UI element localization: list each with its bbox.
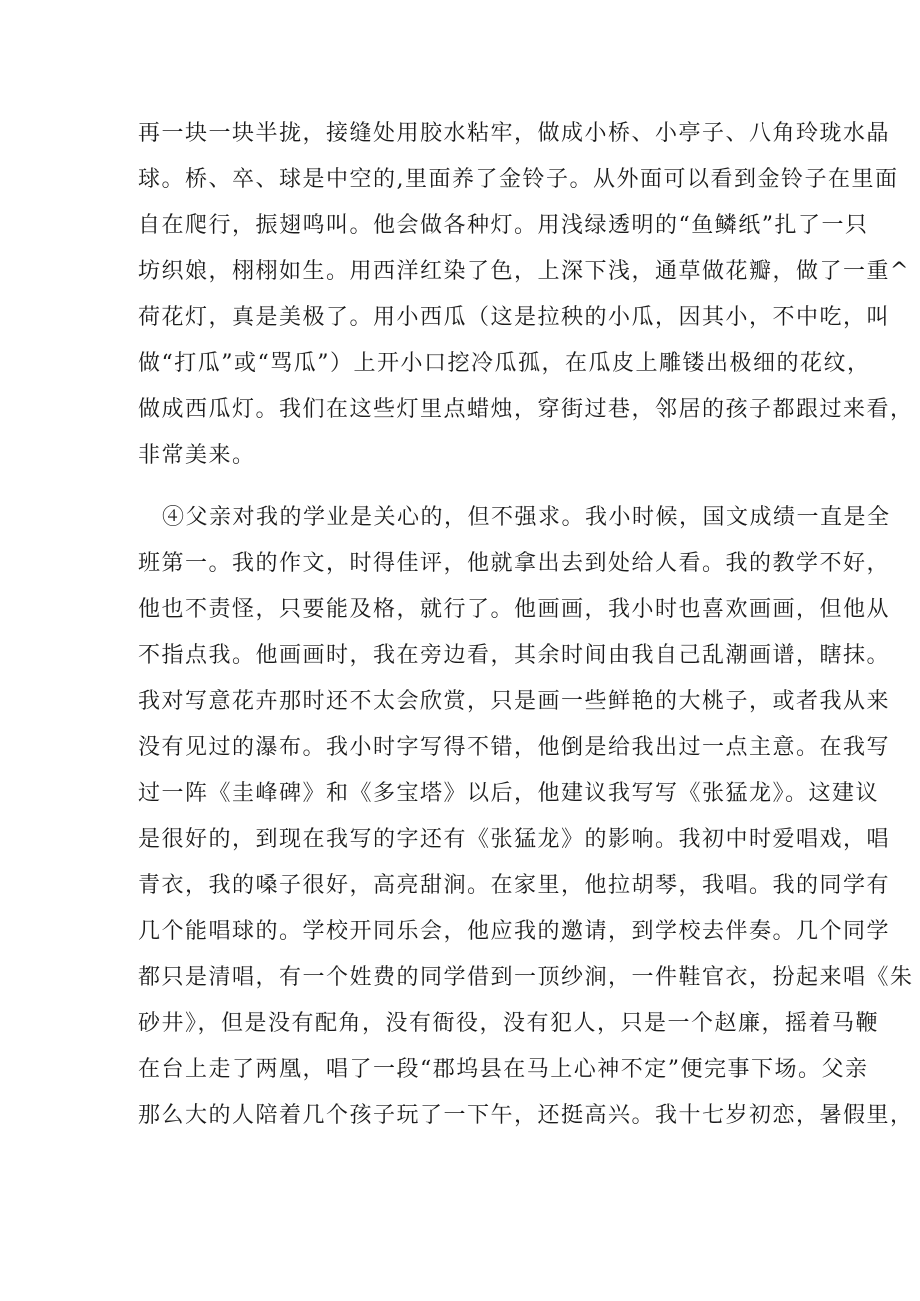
text-line: 过一阵《圭峰碑》和《多宝塔》以后，他建议我写写《张猛龙》。这建议 bbox=[138, 781, 880, 806]
text-line: 自在爬行，振翅鸣叫。他会做各种灯。用浅绿透明的“鱼鳞纸”扎了一只 bbox=[138, 213, 869, 238]
text-line: 砂井》，但是没有配角，没有衙役，没有犯人，只是一个赵廉，摇着马鞭 bbox=[138, 1011, 880, 1036]
text-line: 球。桥、卒、球是中空的,里面养了金铃子。从外面可以看到金铃子在里面 bbox=[138, 167, 899, 192]
text-line: 青衣，我的嗓子很好，高亮甜涧。在家里，他拉胡琴，我唱。我的同学有 bbox=[138, 873, 891, 898]
text-line: 那么大的人陪着几个孩子玩了一下午，还挺高兴。我十七岁初恋，暑假里， bbox=[138, 1103, 914, 1128]
text-line: 荷花灯，真是美极了。用小西瓜（这是拉秧的小瓜，因其小，不中吃，叫 bbox=[138, 305, 891, 330]
text-line: 做成西瓜灯。我们在这些灯里点蜡烛，穿街过巷，邻居的孩子都跟过来看， bbox=[138, 397, 914, 422]
text-line: 没有见过的瀑布。我小时字写得不错，他倒是给我出过一点主意。在我写 bbox=[138, 735, 891, 760]
text-line: 坊织娘，栩栩如生。用西洋红染了色，上深下浅，通草做花瓣，做了一重^ bbox=[138, 259, 910, 284]
text-line: 再一块一块半拢，接缝处用胶水粘牢，做成小桥、小亭子、八角玲珑水晶 bbox=[138, 121, 891, 146]
text-line: 不指点我。他画画时，我在旁边看，其余时间由我自己乱潮画谱，瞎抹。 bbox=[138, 643, 891, 668]
text-line: 我对写意花卉那时还不太会欣赏，只是画一些鲜艳的大桃子，或者我从来 bbox=[138, 689, 891, 714]
text-line-indented: ④父亲对我的学业是关心的，但不强求。我小时候，国文成绩一直是全 bbox=[162, 505, 891, 530]
text-line: 几个能唱球的。学校开同乐会，他应我的邀请，到学校去伴奏。几个同学 bbox=[138, 919, 891, 944]
text-line: 是很好的，到现在我写的字还有《张猛龙》的影响。我初中时爱唱戏，唱 bbox=[138, 827, 891, 852]
text-line: 他也不责怪，只要能及格，就行了。他画画，我小时也喜欢画画，但他从 bbox=[138, 597, 891, 622]
text-line: 班第一。我的作文，时得佳评，他就拿出去到处给人看。我的教学不好， bbox=[138, 551, 891, 576]
text-line: 都只是清唱，有一个姓费的同学借到一顶纱涧，一件鞋官衣，扮起来唱《朱 bbox=[138, 965, 914, 990]
text-line: 在台上走了两凰，唱了一段“郡坞县在马上心神不定”便完事下场。父亲 bbox=[138, 1057, 869, 1082]
text-line: 非常美来。 bbox=[138, 443, 256, 468]
text-line: 做“打瓜”或“骂瓜”）上开小口挖冷瓜孤，在瓜皮上雕镂出极细的花纹， bbox=[138, 351, 871, 376]
